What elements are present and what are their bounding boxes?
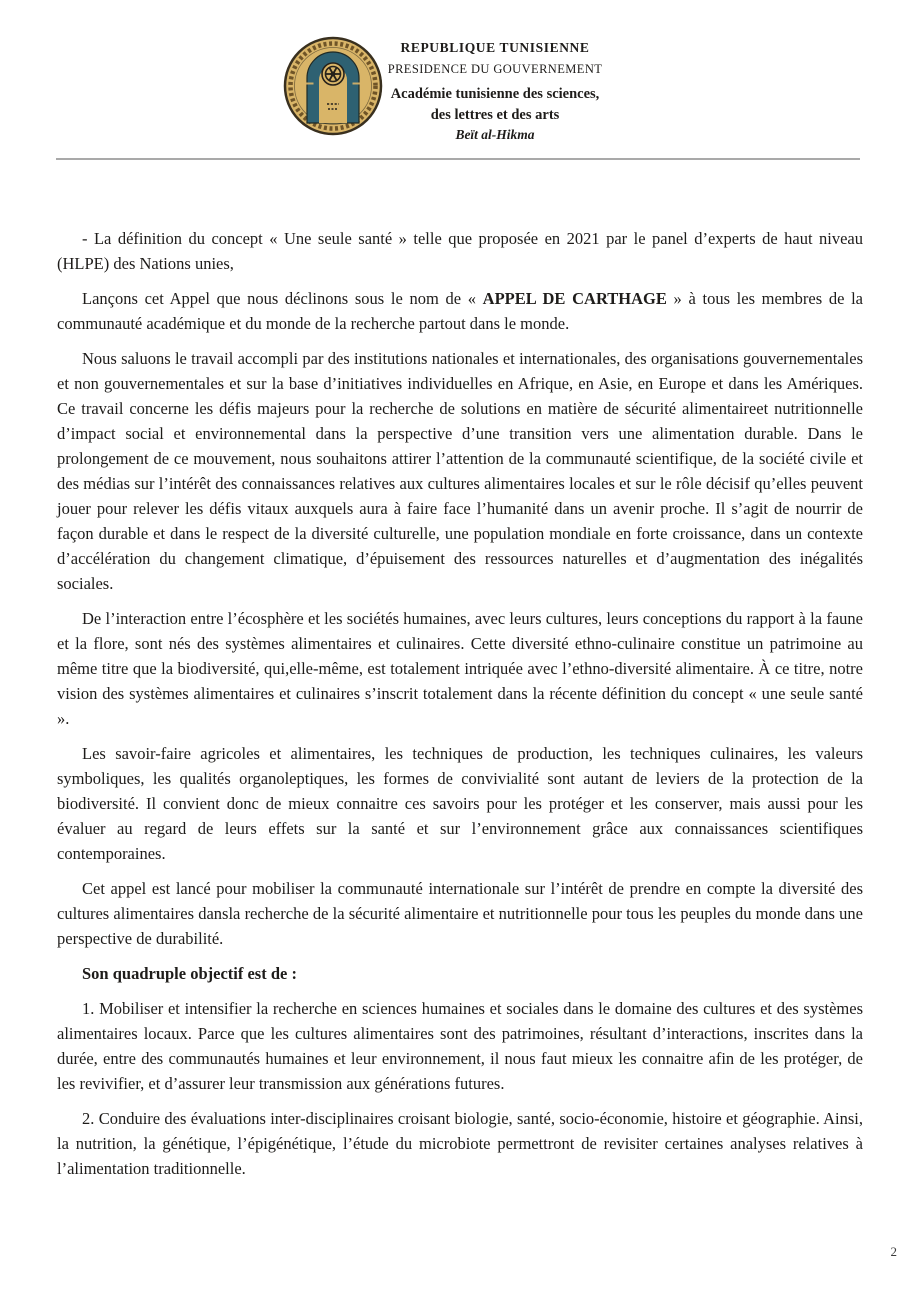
paragraph-salutations: Nous saluons le travail accompli par des institutions nationales et internationales, des organisations gouvernementales et non gouvernementales et sur la base d’initiatives individuelles en Afrique, en Asie, en Europe et dans les Amériques. Ce travail concerne les défis majeurs pour la recherche de solutions en matière de sécurité alimentaireet nutritionnelle d’impact social et environnemental dans la perspective d’une transition vers une alimentation durable. Dans le prolongement de ce mouvement, nous souhaitons attirer l’attention de la communauté scientifique, de la société civile et des médias sur l’intérêt des connaissances relatives aux cultures alimentaires locales et sur le rôle décisif qu’elles peuvent jouer pour relever les défis vitaux auxquels aura à faire face l’humanité dans un avenir proche. Il s’agit de nourrir de façon durable et dans le respect de la diversité culturelle, une population mondiale en forte croissance, dans un contexte d’accélération du changement climatique, d’épuisement des ressources naturelles et d’augmentation des inégalités sociales. [57, 349, 863, 593]
header-divider [56, 158, 860, 160]
academy-name-beit-al-hikma: Beït al-Hikma [455, 126, 535, 142]
academy-name-line1: Académie tunisienne des sciences, [390, 85, 600, 102]
objectives-heading: Son quadruple objectif est de : [82, 964, 297, 983]
objective-item-1: 1. Mobiliser et intensifier la recherche en sciences humaines et sociales dans le domaine des cultures et des systèmes alimentaires locaux. Parce que les cultures alimentaires sont des patrimoines, résultant d’interactions, inscrites dans la durée, entre des communautés humaines et leur environnement, il nous faut mieux les connaitre afin de les protéger, de les revivifier, et d’assurer leur transmission aux générations futures. [57, 999, 863, 1093]
appel-prefix: Lançons cet Appel que nous déclinons sous le nom de « [82, 289, 483, 308]
republic-line: REPUBLIQUE TUNISIENNE [400, 40, 590, 55]
paragraph-interaction: De l’interaction entre l’écosphère et les sociétés humaines, avec leurs cultures, leurs conceptions du rapport à la faune et la flore, sont nés des systèmes alimentaires et culinaires. Cette diversité ethno-culinaire constitue un patrimoine au même titre que la biodiversité, qui,elle-même, est totalement intriquée avec l’ethno-diversité alimentaire. À ce titre, notre vision des systèmes alimentaires et culinaires s’inscrit totalement dans la récente définition du concept « une seule santé ». [57, 609, 863, 728]
presidency-line: PRESIDENCE DU GOUVERNEMENT [387, 61, 603, 76]
paragraph-definition: - La définition du concept « Une seule santé » telle que proposée en 2021 par le panel d’experts de haut niveau (HLPE) des Nations unies, [57, 229, 863, 273]
academy-name-line2: des lettres et des arts [430, 106, 560, 123]
paragraph-savoir-faire: Les savoir-faire agricoles et alimentaires, les techniques de production, les techniques culinaires, les valeurs symboliques, les qualités organoleptiques, les formes de convivialité sont autant de leviers de la protection de la biodiversité. Il convient donc de mieux connaitre ces savoirs pour les protéger et les conserver, mais aussi pour les évaluer au regard de leurs effets sur la santé et sur l’environnement grâce aux connaissances scientifiques contemporaines. [57, 744, 863, 863]
paragraph-appel-lance: Cet appel est lancé pour mobiliser la communauté internationale sur l’intérêt de prendre en compte la diversité des cultures alimentaires dansla recherche de la sécurité alimentaire et nutritionnelle pour tous les peuples du monde dans une perspective de durabilité. [57, 879, 863, 948]
letterhead [330, 40, 660, 144]
page-number: 2 [890, 1244, 897, 1259]
appel-de-carthage-bold: APPEL DE CARTHAGE [482, 289, 667, 308]
objective-item-2: 2. Conduire des évaluations inter-disciplinaires croisant biologie, santé, socio-économie, histoire et géographie. Ainsi, la nutrition, la génétique, l’épigénétique, l’étude du microbiote permettront de revisiter certaines analyses relatives à l’alimentation traditionnelle. [57, 1109, 863, 1178]
document-body [57, 226, 863, 1191]
paragraph-appel-de-carthage [57, 286, 863, 336]
appel-suffix: » à tous les membres de la communauté académique et du monde de la recherche partout dans le monde. [57, 289, 863, 333]
